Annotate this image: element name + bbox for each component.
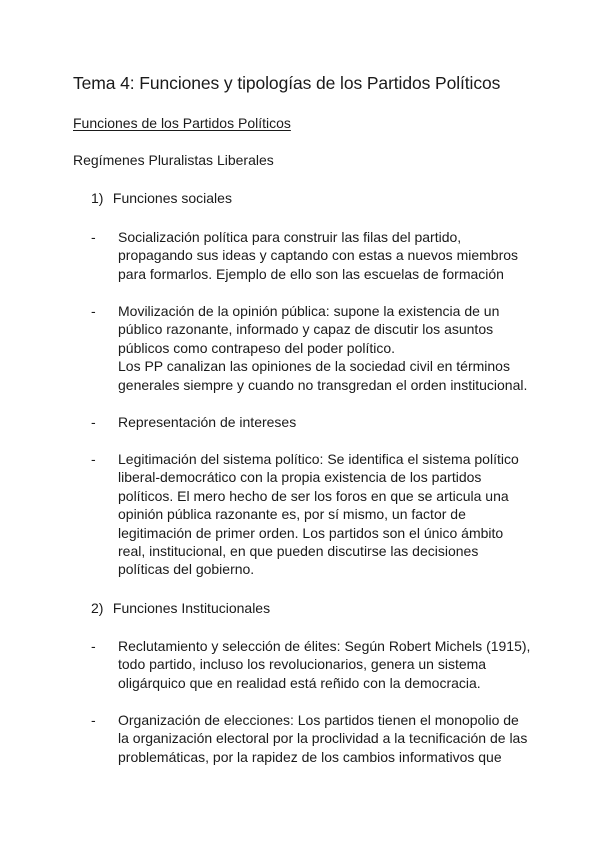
list-item <box>91 228 531 283</box>
list-item-text: Socialización política para construir las filas del partido, propagando sus ideas y captando con estas a nuevos miembros para formarlos. Ejemplo de ello son las escuelas de formación <box>118 229 519 282</box>
list-item <box>91 413 531 431</box>
section-number: 2) <box>91 600 104 616</box>
list-item-text: Representación de intereses <box>118 414 297 430</box>
list-item-text: Movilización de la opinión pública: supone la existencia de un público razonante, informado y capaz de discutir los asuntos públicos como contrapeso del poder político. Los PP canalizan las opiniones de la sociedad civil en términos generales siempre y cuando no transgredan el orden institucional. <box>118 303 528 393</box>
list-item <box>91 450 531 579</box>
bullet-marker: - <box>91 712 96 728</box>
section-number: 1) <box>91 190 104 206</box>
bullet-marker: - <box>91 638 96 654</box>
list-item-text: Reclutamiento y selección de élites: Según Robert Michels (1915), todo partido, incluso los revolucionarios, genera un sistema oligárquico que en realidad está reñido con la democracia. <box>118 638 531 691</box>
section-subtitle: Funciones de los Partidos Políticos <box>73 115 291 131</box>
section-heading-text: Funciones Institucionales <box>112 600 271 616</box>
list-item <box>91 302 531 394</box>
page-title: Tema 4: Funciones y tipologías de los Partidos Políticos <box>73 73 501 93</box>
bullet-marker: - <box>91 451 96 467</box>
section-heading-2 <box>91 599 270 617</box>
section-heading-text: Funciones sociales <box>112 190 232 206</box>
section-heading-1 <box>91 189 232 207</box>
list-item <box>91 637 531 692</box>
bullet-marker: - <box>91 414 96 430</box>
list-item-text: Legitimación del sistema político: Se identifica el sistema político liberal-democrático con la propia existencia de los partidos políticos. El mero hecho de ser los foros en que se articula una opinión pública razonante es, por sí mismo, un factor de legitimación de primer orden. Los partidos son el único ámbito real, institucional, en que pueden discutirse las decisiones políticas del gobierno. <box>118 451 519 578</box>
list-item <box>91 711 531 766</box>
bullet-marker: - <box>91 303 96 319</box>
bullet-marker: - <box>91 229 96 245</box>
list-item-text: Organización de elecciones: Los partidos tienen el monopolio de la organización electoral por la proclividad a la tecnificación de las problemáticas, por la rapidez de los cambios informativos que <box>118 712 528 765</box>
regime-heading: Regímenes Pluralistas Liberales <box>73 152 274 168</box>
